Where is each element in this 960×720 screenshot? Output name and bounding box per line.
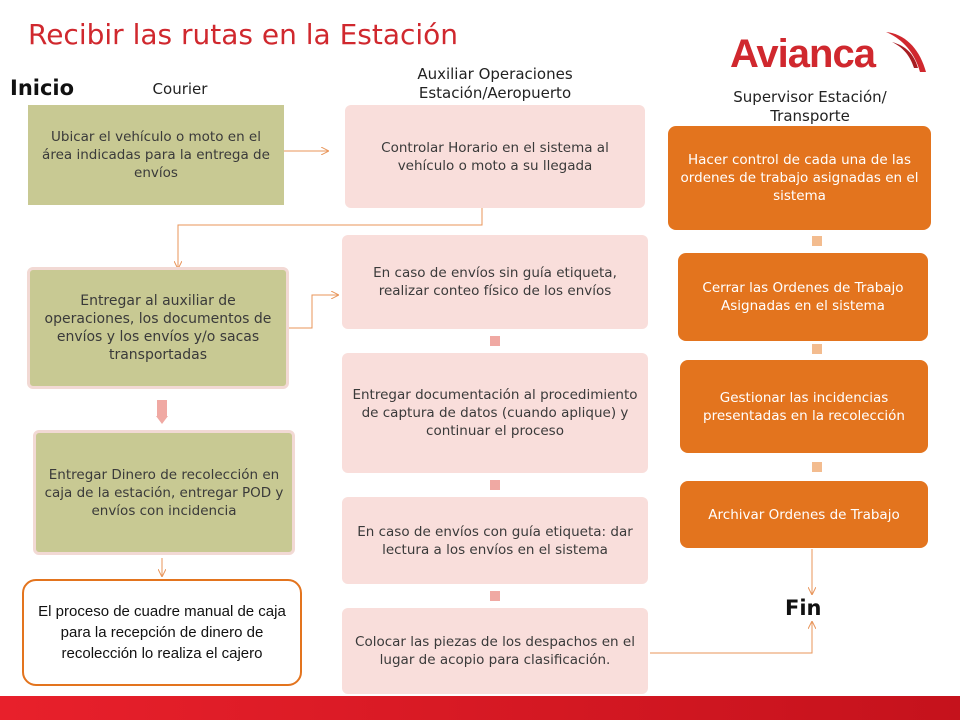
supervisor-step-1: Hacer control de cada una de las ordenes de trabajo asignadas en el sistema	[668, 126, 931, 230]
down-arrow-icon	[490, 480, 500, 490]
courier-step-1: Ubicar el vehículo o moto en el área indicadas para la entrega de envíos	[28, 105, 284, 205]
down-arrow-icon	[156, 400, 168, 424]
cajero-note: El proceso de cuadre manual de caja para la recepción de dinero de recolección lo realiza el cajero	[22, 579, 302, 686]
auxiliar-step-2: En caso de envíos sin guía etiqueta, realizar conteo físico de los envíos	[342, 235, 648, 329]
auxiliar-step-4: En caso de envíos con guía etiqueta: dar lectura a los envíos en el sistema	[342, 497, 648, 584]
inicio-label: Inicio	[10, 76, 75, 100]
arrow-acopio-to-fin	[650, 622, 812, 653]
down-arrow-icon	[490, 336, 500, 346]
down-arrow-icon	[812, 344, 822, 354]
arrow-delivery-to-count	[288, 295, 338, 328]
fin-label: Fin	[785, 596, 822, 620]
down-arrow-icon	[490, 591, 500, 601]
logo-text: Avianca	[730, 32, 875, 76]
supervisor-header: Supervisor Estación/ Transporte	[733, 88, 887, 125]
courier-step-3: Entregar Dinero de recolección en caja de la estación, entregar POD y envíos con incidencia	[33, 430, 295, 555]
supervisor-step-2: Cerrar las Ordenes de Trabajo Asignadas en el sistema	[678, 253, 928, 341]
auxiliar-header: Auxiliar Operaciones Estación/Aeropuerto	[417, 65, 573, 102]
down-arrow-icon	[812, 236, 822, 246]
auxiliar-step-3: Entregar documentación al procedimiento de captura de datos (cuando aplique) y continuar el proceso	[342, 353, 648, 473]
auxiliar-step-1: Controlar Horario en el sistema al vehículo o moto a su llegada	[345, 105, 645, 208]
courier-step-2: Entregar al auxiliar de operaciones, los documentos de envíos y los envíos y/o sacas transportadas	[27, 267, 289, 389]
footer-bar	[0, 696, 960, 720]
page-title: Recibir las rutas en la Estación	[28, 18, 459, 51]
supervisor-step-3: Gestionar las incidencias presentadas en la recolección	[680, 360, 928, 453]
supervisor-step-4: Archivar Ordenes de Trabajo	[680, 481, 928, 548]
down-arrow-icon	[812, 462, 822, 472]
auxiliar-step-5: Colocar las piezas de los despachos en el lugar de acopio para clasificación.	[342, 608, 648, 694]
courier-header: Courier	[152, 80, 208, 98]
